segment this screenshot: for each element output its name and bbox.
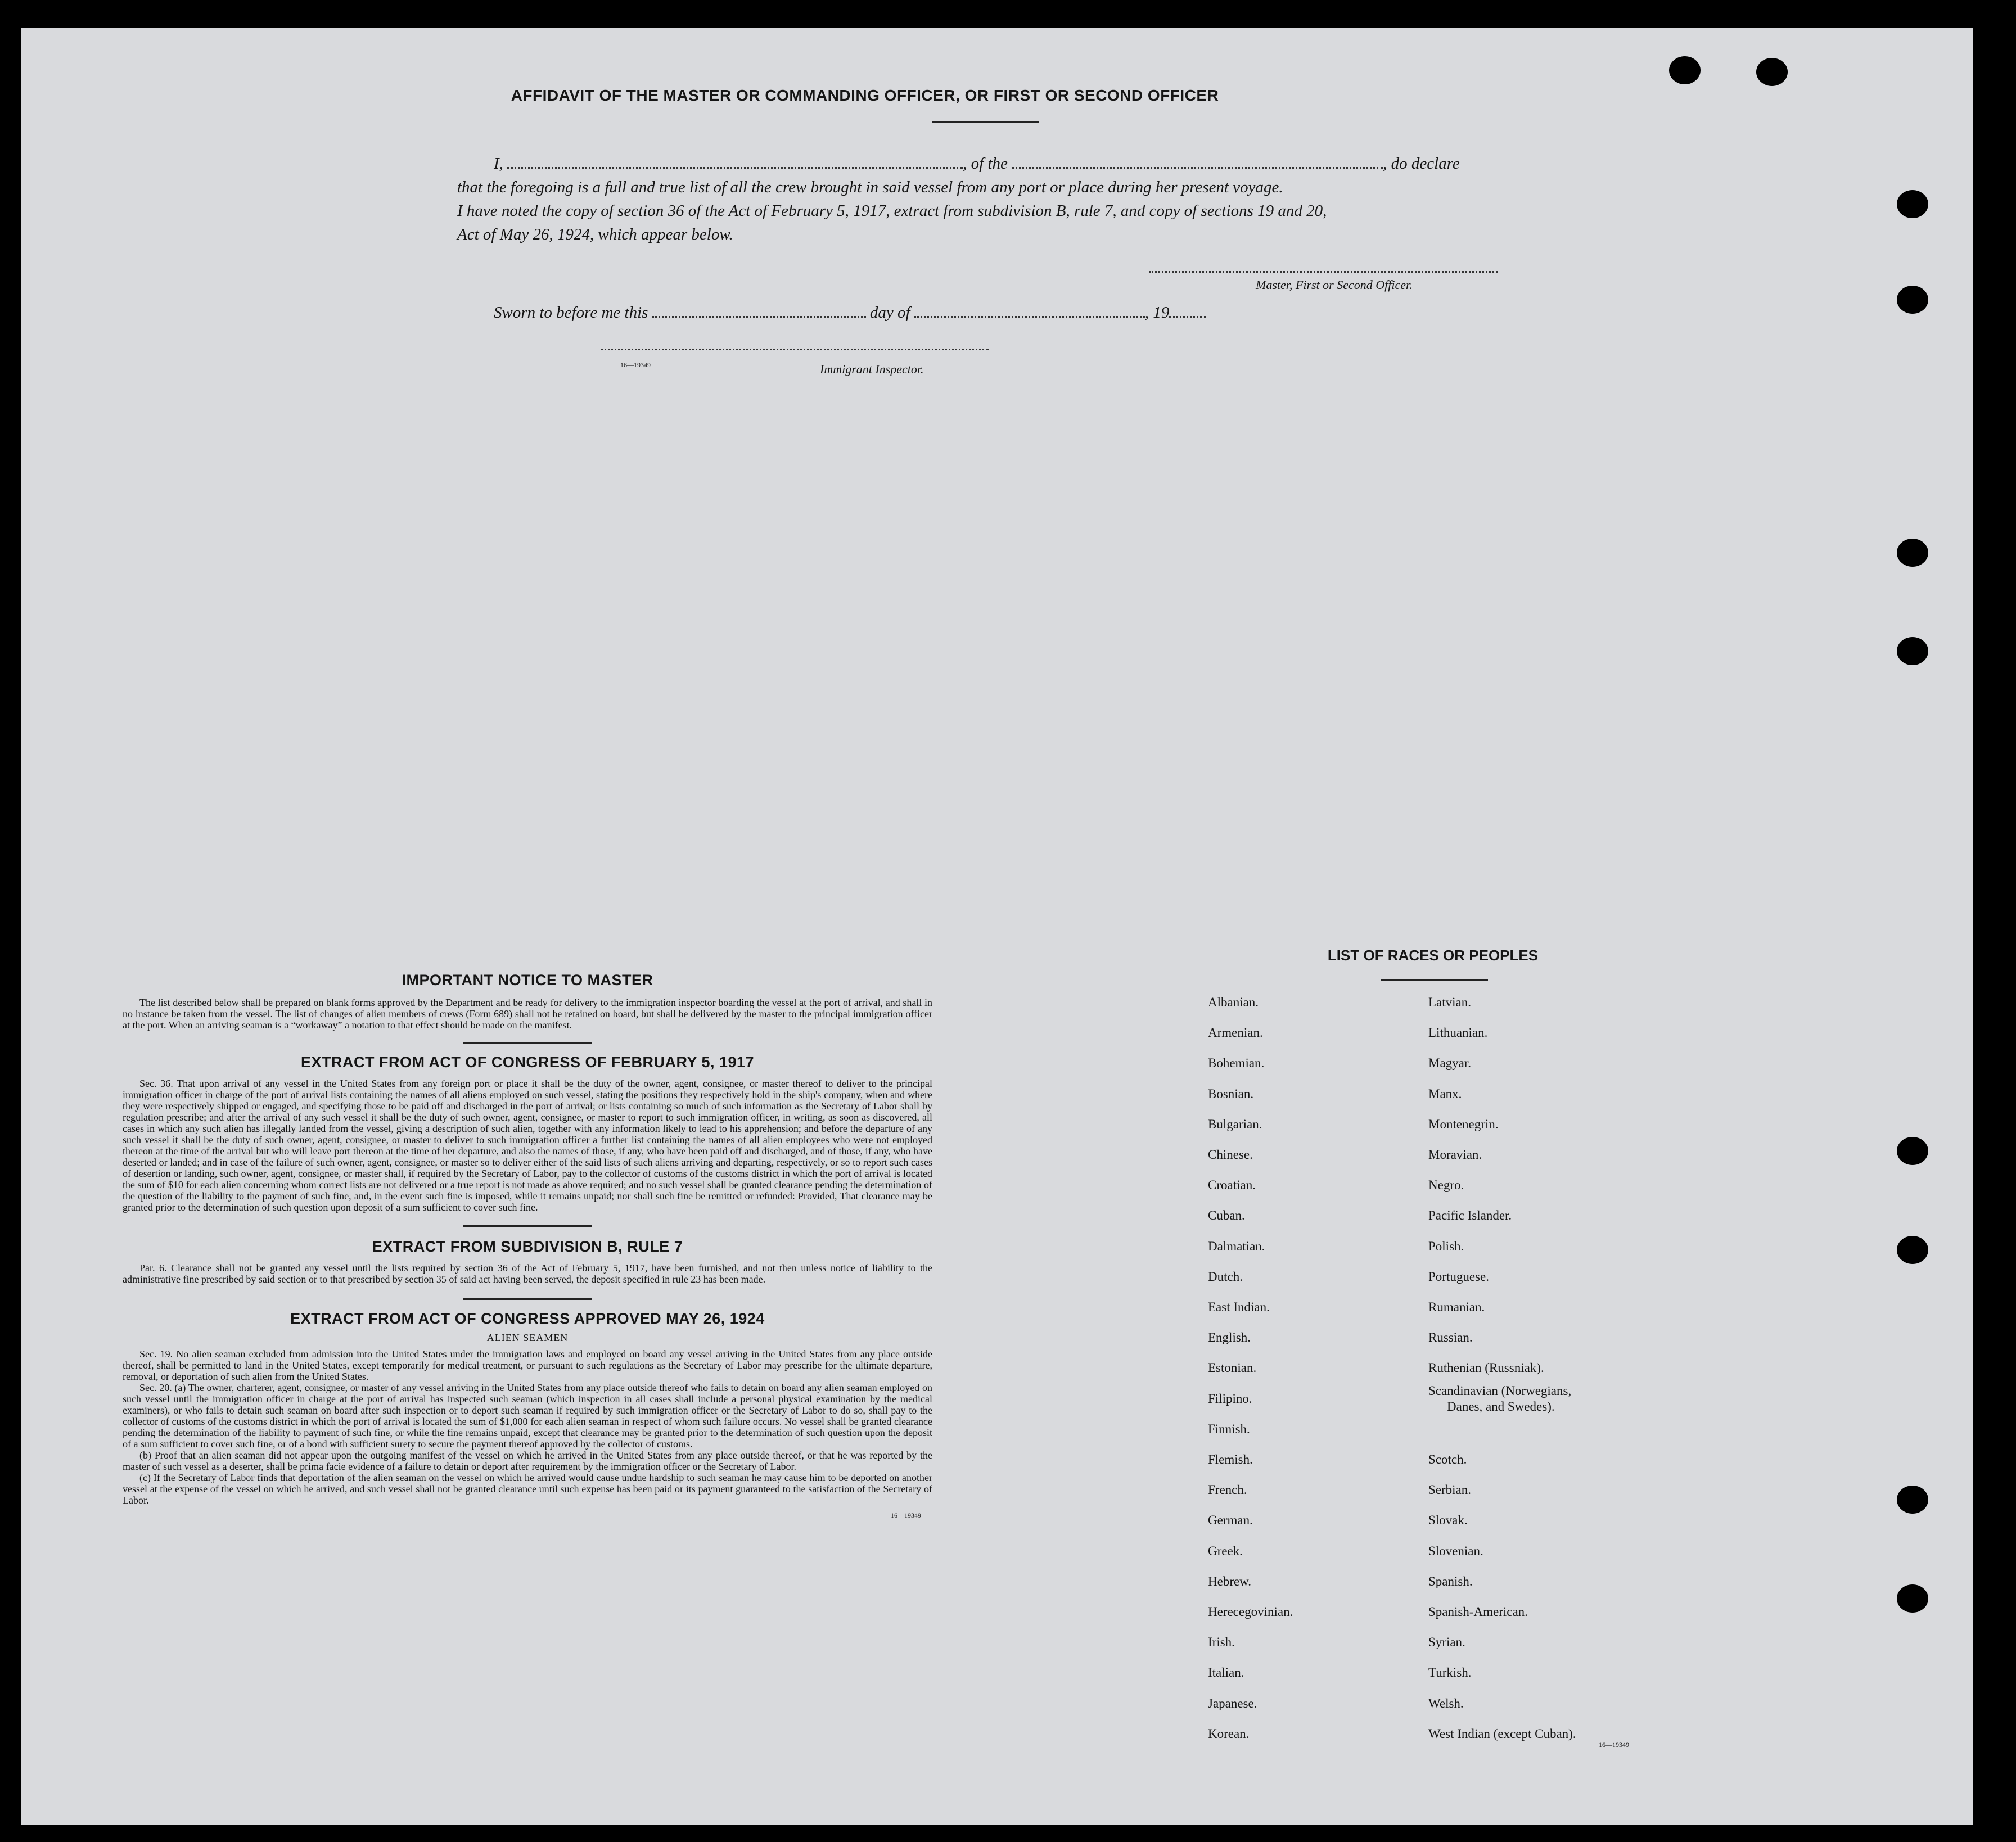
race-item: Hebrew. [1208, 1574, 1252, 1588]
alien-seamen-subtitle: ALIEN SEAMEN [486, 1332, 569, 1343]
race-item: Flemish. [1208, 1452, 1253, 1466]
race-item: Estonian. [1208, 1361, 1257, 1375]
binder-hole [1897, 190, 1928, 218]
sec19-text: Sec. 19. No alien seaman excluded from admission into the United States under the immigration laws and employed on board any vessel arriving in the United States from any place outside thereof, shall be permitted to land in the United States, except temporarily for medical treatment, or pursuant to such regulations as the Secretary of Labor may prescribe for the ultimate departure, removal, or deportation of such alien from the United States. [123, 1348, 932, 1382]
sworn-month-field[interactable] [914, 316, 1145, 318]
declaration-line-4: Act of May 26, 1924, which appear below. [457, 225, 733, 243]
title-divider [932, 121, 1039, 123]
race-item: Bosnian. [1208, 1087, 1254, 1101]
race-item: Finnish. [1208, 1422, 1250, 1436]
race-item: Slovak. [1428, 1513, 1468, 1527]
race-item: Manx. [1428, 1087, 1462, 1101]
race-item: Italian. [1208, 1665, 1244, 1680]
race-item: Polish. [1428, 1239, 1464, 1253]
binder-hole [1897, 1486, 1928, 1514]
declaration-i: I, [494, 155, 503, 173]
race-item: Cuban. [1208, 1208, 1245, 1222]
sec20a-text: Sec. 20. (a) The owner, charterer, agent, consignee, or master of any vessel arriving in the United States from any place outside thereof who fails to detain on board any alien seaman employed on such vessel until the immigration officer in charge at the port of arrival has inspected such seaman (which inspection in all cases shall include a personal physical examination by the medical examiners), or who fails to detain such seaman on board after such inspection or to deport such seaman if required by such immigration officer or the Secretary of Labor to do so, shall pay to the collector of customs of the customs district in which the port of arrival is located the sum of $1,000 for each alien seaman in respect of whom such failure occurs. No vessel shall be granted clearance pending the determination of the liability to payment of such fine, or while the fine remains unpaid, except that clearance may be granted prior to the determination of such question upon the deposit of a sum sufficient to cover such fine, or of a bond with sufficient surety to secure the payment thereof approved by the collector of customs. [123, 1382, 932, 1450]
section-divider [463, 1298, 592, 1300]
race-item: German. [1208, 1513, 1253, 1527]
race-item: Irish. [1208, 1635, 1235, 1649]
races-title: LIST OF RACES OR PEOPLES [1327, 947, 1539, 964]
race-item: Slovenian. [1428, 1544, 1483, 1558]
sworn-year-field[interactable] [1169, 316, 1206, 318]
race-item: Chinese. [1208, 1148, 1253, 1162]
race-item: Syrian. [1428, 1635, 1465, 1649]
binder-hole [1897, 1584, 1928, 1613]
race-item: Dutch. [1208, 1270, 1243, 1284]
race-item: Pacific Islander. [1428, 1208, 1512, 1222]
vessel-field[interactable] [1012, 167, 1383, 169]
race-item: Korean. [1208, 1727, 1250, 1741]
race-item: Welsh. [1428, 1696, 1464, 1710]
form-number: 16—19349 [891, 1511, 921, 1519]
race-item: Portuguese. [1428, 1270, 1489, 1284]
race-item: Herecegovinian. [1208, 1605, 1293, 1619]
race-item: English. [1208, 1330, 1251, 1344]
race-item: Moravian. [1428, 1148, 1482, 1162]
notices-column [123, 972, 932, 1520]
race-item: Scotch. [1428, 1452, 1467, 1466]
race-item: Latvian. [1428, 995, 1471, 1009]
race-item: Bulgarian. [1208, 1117, 1262, 1131]
race-item: Bohemian. [1208, 1056, 1265, 1070]
sworn-text: Sworn to before me this [494, 304, 648, 322]
race-item: Spanish-American. [1428, 1605, 1528, 1619]
declaration-line-1 [494, 152, 1551, 175]
rule7-title: EXTRACT FROM SUBDIVISION B, RULE 7 [372, 1238, 683, 1255]
sworn-day-of: day of [869, 304, 910, 322]
race-item: Russian. [1428, 1330, 1473, 1344]
rule7-text: Par. 6. Clearance shall not be granted any vessel until the lists required by section 36 of the Act of February 5, 1917, have been furnished, and not then unless notice of liability to the administrative fine prescribed by said section or to that prescribed by section 35 of said act having been served, the deposit specified in rule 23 has been made. [123, 1262, 932, 1285]
race-item: Dalmatian. [1208, 1239, 1265, 1253]
extract-1924-title: EXTRACT FROM ACT OF CONGRESS APPROVED MAY 26, 1924 [290, 1310, 765, 1327]
declaration-of-the: , of the [963, 155, 1008, 173]
race-item: Ruthenian (Russniak). [1428, 1361, 1544, 1375]
sworn-day-field[interactable] [652, 316, 866, 318]
binder-hole [1756, 58, 1788, 86]
declaration-line-2: that the foregoing is a full and true list of all the crew brought in said vessel from any port or place during her present voyage. [457, 178, 1283, 196]
race-item: French. [1208, 1483, 1247, 1497]
section-divider [463, 1042, 592, 1044]
sworn-line [494, 301, 1206, 324]
race-item: Greek. [1208, 1544, 1243, 1558]
race-item: Turkish. [1428, 1665, 1472, 1680]
name-field[interactable] [507, 167, 963, 169]
race-item: Montenegrin. [1428, 1117, 1499, 1131]
binder-hole [1897, 1236, 1928, 1264]
section-divider [463, 1225, 592, 1227]
inspector-signature-field[interactable] [601, 349, 989, 350]
race-item: Magyar. [1428, 1056, 1472, 1070]
master-signature-label: Master, First or Second Officer. [1256, 278, 1413, 292]
binder-hole [1897, 539, 1928, 567]
notice-text: The list described below shall be prepared on blank forms approved by the Department and be ready for delivery to the immigration inspector boarding the vessel at the port of arrival, and shall in no instance be taken from the vessel. The list of changes of alien members of crews (Form 689) shall not be retained on board, but shall be delivered by the master to the principal immigration officer at the port. When an arriving seaman is a “workaway” a notation to that effect should be made on the manifest. [123, 997, 932, 1031]
race-item: Armenian. [1208, 1026, 1263, 1040]
races-divider [1381, 979, 1488, 981]
binder-hole [1669, 56, 1701, 84]
extract-1917-text: Sec. 36. That upon arrival of any vessel in the United States from any foreign port or place it shall be the duty of the owner, agent, consignee, or master thereof to deliver to the principal immigration officer in charge of the port of arrival lists containing the names of all aliens employed on such vessel, stating the positions they respectively hold in the ship's company, when and where they were respectively shipped or engaged, and specifying those to be paid off and discharged in the port of arrival; or lists containing so much of such information as the Secretary of Labor shall by regulation prescribe; and after the arrival of any such vessel it shall be the duty of such owner, agent, consignee, or master to report to such immigration officer, in writing, as soon as discovered, all cases in which any such alien has illegally landed from the vessel, giving a description of such alien, together with any information likely to lead to his apprehension; and before the departure of any such vessel it shall be the duty of such owner, agent, consignee, or master to deliver to such immigration officer a further list containing the names of all alien employees who were not employed thereon at the time of the arrival but who will leave port thereon at the time of her departure, and also the names of those, if any, who have been paid off and discharged, and of those, if any, who have deserted or landed; and in case of the failure of such owner, agent, consignee, or master so to deliver either of the said lists of such aliens arriving and departing, respectively, or so to report such cases of desertion or landing, such owner, agent, consignee, or master shall, if required by the Secretary of Labor, pay to the collector of customs of the customs district in which the port of arrival is located the sum of $10 for each alien concerning whom correct lists are not delivered or a true report is not made as above required; and no such vessel shall be granted clearance pending the determination of the question of the liability to the payment of such fine, and, in the event such fine is imposed, while it remains unpaid; nor shall such fine be remitted or refunded: Provided, That clearance may be granted prior to the determination of such question upon deposit of a sum sufficient to cover such fine. [123, 1078, 932, 1213]
sec20b-text: (b) Proof that an alien seaman did not appear upon the outgoing manifest of the vessel on which he arrived in the United States from any place outside thereof, or that he was reported by the master of such vessel as a deserter, shall be prima facie evidence of a failure to detain or deport after requirement by the immigration officer or the Secretary of Labor. [123, 1450, 932, 1472]
binder-hole [1897, 637, 1928, 665]
race-item: Filipino. [1208, 1392, 1252, 1406]
master-signature-field[interactable] [1149, 271, 1498, 273]
affidavit-title: AFFIDAVIT OF THE MASTER OR COMMANDING OFFICER, OR FIRST OR SECOND OFFICER [511, 87, 1219, 104]
race-item: Lithuanian. [1428, 1026, 1488, 1040]
notice-title: IMPORTANT NOTICE TO MASTER [402, 972, 653, 988]
race-item: West Indian (except Cuban). [1428, 1727, 1576, 1741]
document-page [21, 28, 1973, 1825]
extract-1917-title: EXTRACT FROM ACT OF CONGRESS OF FEBRUARY 5, 1917 [300, 1054, 755, 1071]
declaration-do-declare: , do declare [1383, 155, 1460, 173]
race-item: Serbian. [1428, 1483, 1472, 1497]
race-item: Scandinavian (Norwegians, [1428, 1384, 1572, 1398]
inspector-label: Immigrant Inspector. [820, 362, 924, 376]
binder-hole [1897, 286, 1928, 314]
race-item: Negro. [1428, 1178, 1464, 1192]
race-item: East Indian. [1208, 1300, 1270, 1314]
binder-hole [1897, 1137, 1928, 1165]
form-number: 16—19349 [620, 361, 651, 369]
form-number: 16—19349 [1599, 1741, 1629, 1749]
race-item: Croatian. [1208, 1178, 1256, 1192]
race-item: Rumanian. [1428, 1300, 1485, 1314]
sec20c-text: (c) If the Secretary of Labor finds that deportation of the alien seaman on the vessel on which he arrived would cause undue hardship to such seaman he may cause him to be deported on another vessel at the expense of the vessel on which he arrived, and such vessel shall not be granted clearance until such expense has been paid or its payment guaranteed to the satisfaction of the Secretary of Labor. [123, 1472, 932, 1506]
race-item: Albanian. [1208, 995, 1259, 1009]
race-item: Danes, and Swedes). [1447, 1399, 1555, 1414]
race-item: Spanish. [1428, 1574, 1473, 1588]
sworn-year-prefix: , 19 [1144, 304, 1170, 322]
race-item: Japanese. [1208, 1696, 1257, 1710]
declaration-line-3: I have noted the copy of section 36 of the Act of February 5, 1917, extract from subdivision B, rule 7, and copy of sections 19 and 20, [457, 202, 1327, 220]
